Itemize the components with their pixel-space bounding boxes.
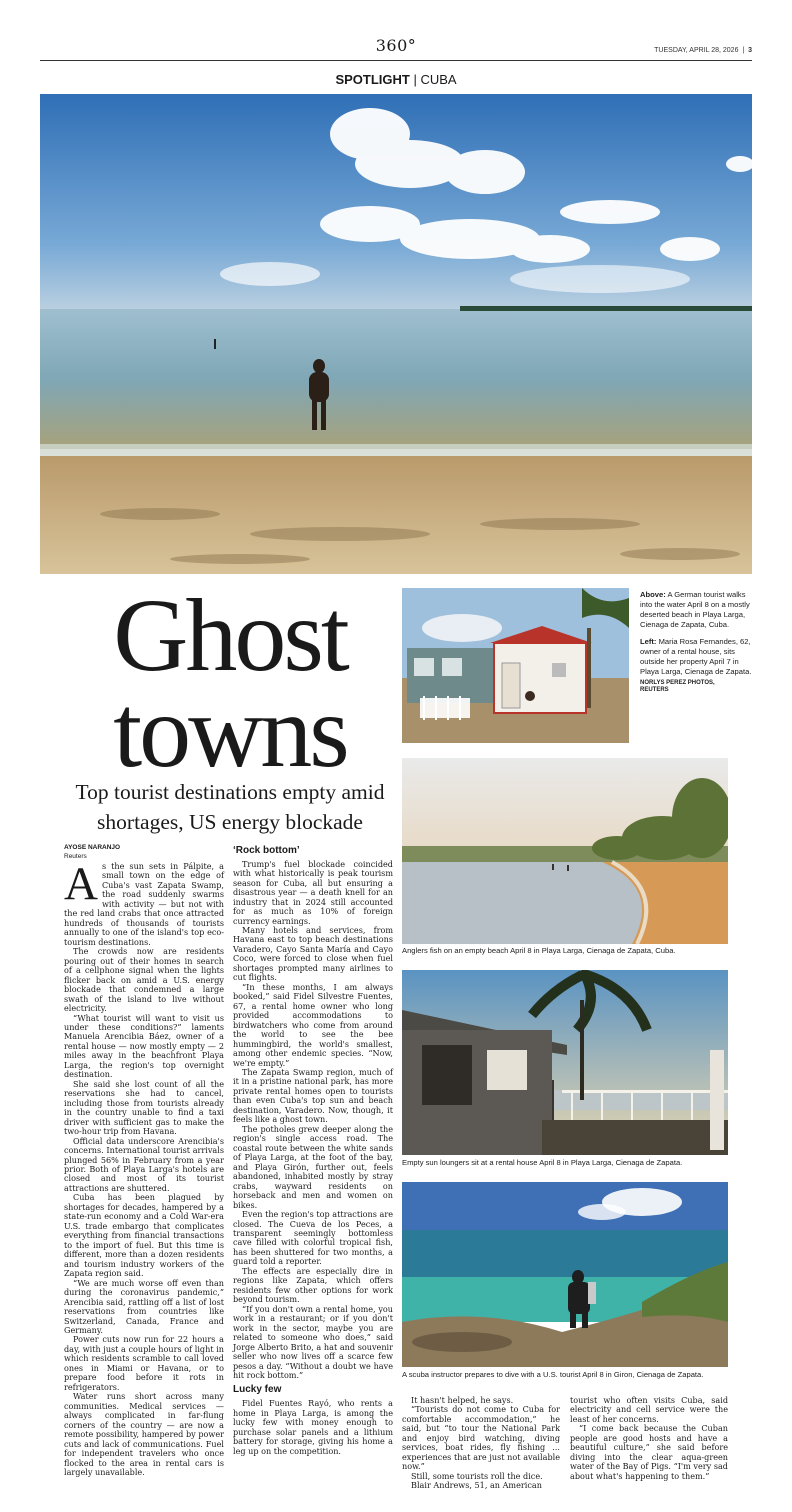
caption-above-left: [640, 590, 752, 694]
paragraph: Power cuts now run for 22 hours a day, with just a couple hours of light in which residents scramble to call loved ones in Miami or Havana, or to prepare food before it rots in refrigerators.: [64, 1334, 224, 1392]
caption-loungers: Empty sun loungers sit at a rental house April 8 in Playa Larga, Cienaga de Zapata.: [402, 1158, 683, 1167]
scuba-image: [402, 1182, 728, 1367]
caption-anglers: Anglers fish on an empty beach April 8 in Playa Larga, Cienaga de Zapata, Cuba.: [402, 946, 676, 955]
drop-cap: A: [64, 858, 98, 910]
author-name: AYOSE NARANJO: [64, 844, 121, 851]
paragraph: Still, some tourists roll the dice.: [411, 1470, 543, 1481]
page-number: 3: [748, 47, 752, 54]
paragraph: “We are much worse off even than during the coronavirus pandemic,” Arencibia said, rattling off a list of lost reservations from countries like Switzerland, Canada, France and Germany.: [64, 1277, 224, 1335]
section-kicker: SPOTLIGHT | CUBA: [335, 72, 457, 87]
caption-above-text: A German tourist walks into the water April 8 on a mostly deserted beach in Playa Larga, Cienaga de Zapata, Cuba.: [640, 590, 750, 629]
kicker-topic: CUBA: [420, 72, 457, 87]
author-agency: Reuters: [64, 853, 87, 861]
hero-photo-beach: [40, 94, 752, 574]
paragraph: She said she lost count of all the reservations she had to cancel, including those from tourists already in the country unable to find a taxi driver with sufficient gas to make the two-hour trip from Havana.: [64, 1078, 224, 1137]
rental-house-image: [402, 588, 629, 743]
paragraph: “If you don't own a rental home, you work in a restaurant; or if you don't work in the sector, maybe you are related to someone who does,” said Jorge Alberto Brito, a hat and souvenir seller who now lives off a scarce few pesos a day. “Without a doubt we have hit rock bottom.”: [233, 1303, 393, 1380]
subheadline-deck: Top tourist destinations empty amid shortages, US energy blockade: [75, 780, 385, 834]
caption-label-above: Above:: [640, 590, 666, 599]
paragraph: Even the region's top attractions are closed. The Cueva de los Peces, a transparent seemingly bottomless cave filled with colorful tropical fish, has been shuttered for two months, a guard told a reporter.: [233, 1209, 393, 1267]
photo-scuba-instructor: [402, 1182, 728, 1367]
subhead-rock-bottom: ‘Rock bottom’: [233, 845, 300, 856]
paragraph: Official data underscore Arencibia's concerns. International tourist arrivals plunged 56% in February from a year prior. Both of Playa Larga's hotels are closed and most of its tourist attractions are shuttered.: [64, 1135, 224, 1193]
subhead-lucky-few: Lucky few: [233, 1384, 282, 1396]
article-column-4: [570, 1396, 728, 1481]
issue-date: TUESDAY, APRIL 28, 2026 | 3: [654, 47, 752, 54]
headline-line-1: Ghost: [113, 578, 347, 693]
paragraph: The Zapata Swamp region, much of it in a pristine national park, has more private rental homes open to tourists than even Cuba's top sun and beach destination, Varadero. Now, though, it feels like a ghost town.: [233, 1067, 393, 1125]
paragraph: “Tourists do not come to Cuba for comfortable accommodation,” he said, but “to tour the National Park and enjoy bird watching, diving services, boat rides, fly fishing ... experiences that are just not available now.”: [402, 1404, 560, 1472]
photo-credit: NORLYS PEREZ PHOTOS, REUTERS: [640, 679, 715, 694]
headline: [60, 578, 400, 789]
beach-scene-image: [40, 94, 752, 574]
caption-scuba: A scuba instructor prepares to dive with a U.S. tourist April 8 in Giron, Cienaga de Zapata.: [402, 1370, 704, 1379]
article-column-2: [233, 845, 393, 1456]
paragraph: The effects are especially dire in regions like Zapata, which offers residents few other options for work beyond tourism.: [233, 1265, 393, 1305]
paragraph: “In these months, I am always booked,” said Fidel Silvestre Fuentes, 67, a rental home owner who long provided accommodations to birdwatchers who come from around the world to see the bee hummingbird, the world's smallest, among other endemic species. “Now, we're empty.”: [233, 981, 393, 1068]
article-column-3: [402, 1396, 560, 1491]
paragraph: As the sun sets in Pálpite, a small town on the edge of Cuba's vast Zapata Swamp, the road suddenly swarms with activity — but not with the red land crabs that once attracted hundreds of thousands of tourists annually to one of the island's top eco-tourism destinations.: [64, 858, 224, 947]
photo-sun-loungers: [402, 970, 728, 1155]
masthead: [40, 36, 752, 61]
date-text: TUESDAY, APRIL 28, 2026: [654, 47, 739, 54]
paragraph: Fidel Fuentes Rayó, who rents a home in Playa Larga, is among the lucky few with money enough to purchase solar panels and a lithium battery for storage, giving his home a leg up on the competition.: [233, 1398, 393, 1456]
paragraph: “I come back because the Cuban people are good hosts and have a beautiful culture,” she said before diving into the clear aqua-green water of the Bay of Pigs. “I'm very sad about what's happening to them.”: [570, 1423, 728, 1481]
paragraph: The potholes grew deeper along the region's single access road. The coastal route between the white sands of Playa Larga, at the foot of the bay, and Playa Girón, further out, feels abandoned, inhabited mostly by stray crabs, wayward residents on horseback and men and women on bikes.: [233, 1123, 393, 1210]
photo-anglers-beach: [402, 758, 728, 944]
paragraph: “What tourist will want to visit us under these conditions?” laments Manuela Arencibia Báez, owner of a rental house — now mostly empty — 2 miles away in the beachfront Playa Larga, the region's top overnight destination.: [64, 1012, 224, 1080]
photo-rental-house: [402, 588, 629, 743]
article-column-1: [64, 858, 224, 1477]
section-title: 360°: [375, 36, 417, 55]
paragraph: Trump's fuel blockade coincided with what historically is peak tourism season for Cuba, all but ensuring a disastrous year — a death knell for an industry that in 2024 still accounted for as much as 10% of foreign currency earnings.: [233, 858, 393, 926]
paragraph: Cuba has been plagued by shortages for decades, hampered by a state-run economy and a Cold War-era U.S. trade embargo that complicates everything from financial transactions to the import of fuel. But this time is different, more than a dozen residents and tourism industry workers of the Zapata region said.: [64, 1192, 224, 1279]
paragraph: It hasn't helped, he says.: [411, 1395, 514, 1405]
paragraph: The crowds now are residents pouring out of their homes in search of a cellphone signal when the lights flicker back on amid a U.S. energy blockade that condemned a large swath of the island to live without electricity.: [64, 946, 224, 1014]
paragraph: Blair Andrews, 51, an American: [411, 1480, 542, 1491]
paragraph: Many hotels and services, from Havana east to top beach destinations Varadero, Cayo Santa María and Cayo Coco, were forced to close when fuel shortages prompted many airlines to cut flights.: [233, 924, 393, 983]
kicker-label: SPOTLIGHT: [335, 72, 410, 87]
paragraph: Water runs short across many communities. Medical services — always complicated in far-flung corners of the country — are now a remote possibility, hampered by power cuts and lack of communications. Fuel for independent travelers who once flocked to the area in rental cars is largely unavailable.: [64, 1391, 224, 1477]
paragraph: tourist who often visits Cuba, said electricity and cell service were the least of her concerns.: [570, 1395, 728, 1424]
anglers-image: [402, 758, 728, 944]
caption-left-text: Maria Rosa Fernandes, 62, owner of a rental house, sits outside her property April 7 in Playa Larga, Cienaga de Zapata.: [640, 637, 752, 677]
loungers-image: [402, 970, 728, 1155]
headline-line-2: towns: [113, 673, 347, 789]
caption-label-left: Left:: [640, 637, 657, 647]
